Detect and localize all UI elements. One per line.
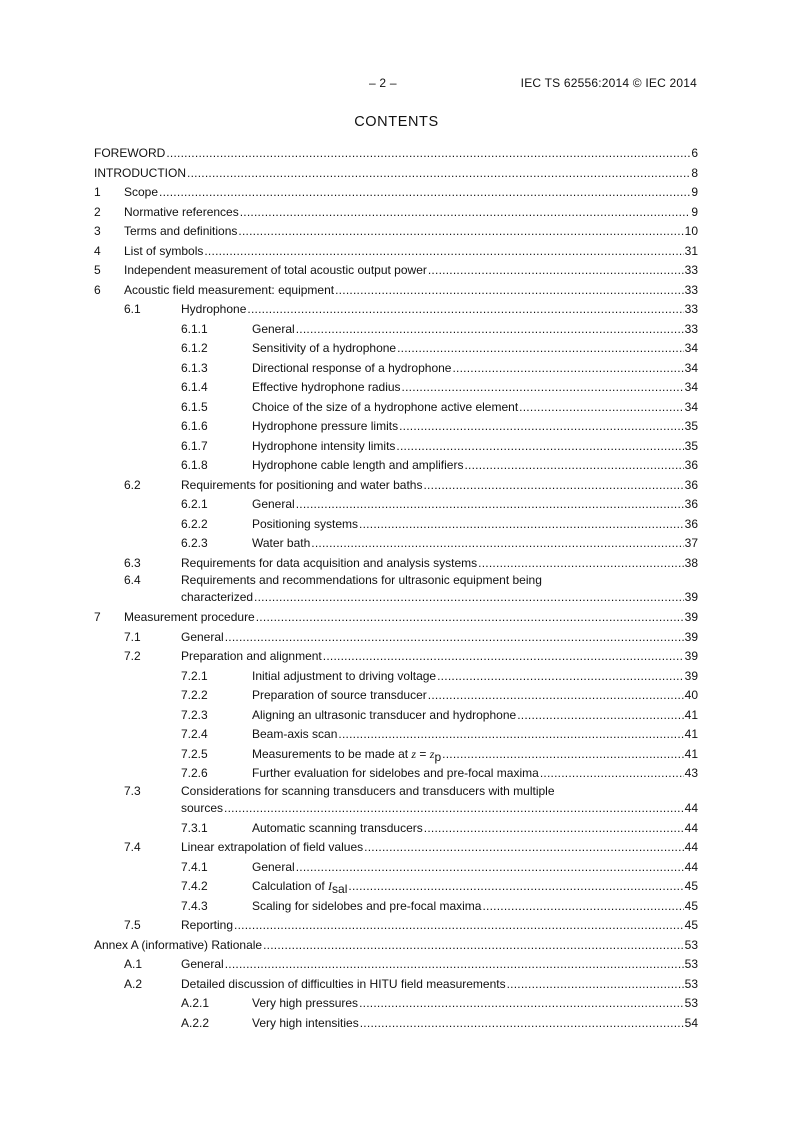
dot-leader	[348, 877, 683, 897]
toc-entry-title: General	[181, 629, 224, 644]
toc-entry-title: Very high pressures	[252, 996, 359, 1010]
toc-entry-link[interactable]	[181, 573, 698, 608]
toc-entry-page: 8	[691, 165, 698, 180]
toc-entry-number: 6.1.1	[181, 321, 208, 336]
dot-leader	[296, 320, 684, 340]
toc-entry-link[interactable]	[252, 745, 698, 765]
toc-entry-link[interactable]	[252, 456, 698, 476]
toc-entry-number: A.1	[124, 957, 143, 971]
dot-leader	[338, 725, 683, 745]
toc-entry-page: 45	[684, 879, 698, 893]
toc-entry-link[interactable]	[94, 144, 698, 164]
toc-entry-title: characterized	[181, 590, 254, 604]
toc-entry[interactable]	[94, 144, 698, 164]
toc-entry[interactable]	[94, 515, 698, 535]
dot-leader	[540, 764, 684, 784]
toc-entry-title: Measurement procedure	[124, 610, 255, 624]
toc-entry-number: 7.2.1	[181, 668, 208, 683]
toc-entry-page: 9	[691, 204, 698, 219]
toc-entry-page: 33	[684, 282, 698, 297]
toc-entry-page: 34	[684, 399, 698, 414]
toc-entry-page: 54	[684, 1015, 698, 1030]
dot-leader	[247, 300, 683, 320]
toc-entry-title: Detailed discussion of difficulties in HITU field measurements	[181, 976, 506, 991]
toc-entry-link[interactable]	[124, 242, 698, 262]
toc-entry-link[interactable]	[252, 897, 698, 917]
toc-entry[interactable]	[94, 222, 698, 242]
toc-entry-link[interactable]	[252, 819, 698, 839]
toc-entry-number: 7.4.1	[181, 859, 208, 874]
dot-leader	[359, 515, 684, 535]
toc-entry-title: Annex A (informative) Rationale	[94, 937, 263, 952]
toc-entry[interactable]	[94, 281, 698, 301]
toc-entry-number: 4	[94, 243, 101, 258]
toc-entry-page: 36	[684, 458, 698, 472]
dot-leader	[256, 608, 684, 628]
toc-entry[interactable]	[94, 398, 698, 418]
toc-entry[interactable]	[94, 764, 698, 784]
toc-entry-link[interactable]	[252, 534, 698, 554]
toc-entry-title: Measurements to be made at z = zp	[252, 746, 442, 764]
dot-leader	[396, 437, 683, 457]
toc-entry-number: 6.2	[124, 477, 141, 492]
dot-leader	[254, 588, 684, 608]
toc-entry-number: 7	[94, 610, 101, 624]
toc-entry-link[interactable]	[252, 515, 698, 535]
toc-entry-link[interactable]	[181, 916, 698, 936]
toc-entry[interactable]	[94, 554, 698, 574]
toc-entry[interactable]	[94, 339, 698, 359]
toc-entry-link[interactable]	[94, 936, 698, 956]
toc-entry-number: 7.3.1	[181, 820, 208, 835]
toc-entry[interactable]	[94, 877, 698, 897]
toc-entry-number: A.2.1	[181, 996, 210, 1010]
toc-entry-page: 39	[684, 629, 698, 644]
toc-entry-number: 6.1.5	[181, 399, 208, 414]
toc-entry-page: 39	[684, 668, 698, 683]
toc-entry-title: Positioning systems	[252, 516, 359, 531]
toc-entry[interactable]	[94, 936, 698, 956]
toc-entry-title: FOREWORD	[94, 146, 166, 160]
toc-entry-title: Preparation and alignment	[181, 649, 322, 663]
toc-entry-link[interactable]	[252, 994, 698, 1014]
toc-entry-number: 7.2.6	[181, 766, 208, 780]
toc-entry-link[interactable]	[252, 686, 698, 706]
toc-entry-title: Sensitivity of a hydrophone	[252, 341, 397, 355]
toc-entry-title: Hydrophone intensity limits	[252, 438, 396, 453]
toc-entry-title: Terms and definitions	[124, 224, 238, 238]
toc-entry-link[interactable]	[181, 300, 698, 320]
toc-entry-number: 3	[94, 224, 101, 238]
toc-entry-page: 39	[684, 590, 698, 604]
dot-leader	[323, 647, 684, 667]
toc-entry-page: 40	[684, 688, 698, 702]
toc-entry-link[interactable]	[252, 667, 698, 687]
toc-entry-number: 6.1.4	[181, 380, 208, 394]
dot-leader	[240, 203, 691, 223]
toc-entry[interactable]	[94, 437, 698, 457]
toc-entry-page: 33	[684, 302, 698, 316]
toc-entry-number: 6.2.2	[181, 516, 208, 531]
table-of-contents	[94, 144, 698, 1033]
toc-entry-link[interactable]	[181, 476, 698, 496]
toc-entry-link[interactable]	[124, 608, 698, 628]
toc-entry-title: Hydrophone pressure limits	[252, 419, 399, 433]
toc-entry[interactable]	[94, 183, 698, 203]
toc-entry-title: sources	[181, 800, 224, 815]
toc-entry-page: 45	[684, 918, 698, 932]
toc-entry[interactable]	[94, 534, 698, 554]
toc-entry[interactable]	[94, 955, 698, 975]
toc-entry-number: 6	[94, 282, 101, 297]
toc-entry-number: 6.1.3	[181, 360, 208, 375]
toc-entry-link[interactable]	[124, 222, 698, 242]
dot-leader	[424, 819, 684, 839]
toc-entry[interactable]	[94, 916, 698, 936]
dot-leader	[296, 858, 684, 878]
toc-entry-page: 39	[684, 649, 698, 663]
toc-entry[interactable]	[94, 495, 698, 515]
dot-leader	[482, 897, 683, 917]
toc-entry-page: 41	[684, 727, 698, 741]
toc-entry-title: General	[252, 321, 295, 336]
toc-entry-title: Directional response of a hydrophone	[252, 360, 452, 375]
toc-entry-page: 43	[684, 766, 698, 780]
toc-entry-page: 36	[684, 477, 698, 492]
dot-leader	[399, 417, 684, 437]
toc-entry-page: 6	[691, 146, 698, 160]
dot-leader	[360, 1014, 684, 1034]
toc-entry-link[interactable]	[124, 183, 698, 203]
toc-entry-link[interactable]	[181, 647, 698, 667]
toc-entry[interactable]	[94, 359, 698, 379]
toc-entry-page: 34	[684, 360, 698, 375]
dot-leader	[478, 554, 683, 574]
dot-leader	[159, 183, 690, 203]
toc-entry[interactable]	[94, 203, 698, 223]
toc-entry-page: 44	[684, 840, 698, 854]
toc-entry[interactable]	[94, 573, 698, 608]
dot-leader	[296, 495, 684, 515]
toc-entry[interactable]	[94, 1014, 698, 1034]
toc-entry-link[interactable]	[252, 378, 698, 398]
toc-entry-page: 38	[684, 555, 698, 570]
dot-leader	[519, 398, 683, 418]
dot-leader	[428, 261, 684, 281]
toc-entry[interactable]	[94, 897, 698, 917]
toc-entry[interactable]	[94, 164, 698, 184]
toc-entry-link[interactable]	[252, 764, 698, 784]
dot-leader	[335, 281, 684, 301]
document-id: IEC TS 62556:2014 © IEC 2014	[520, 76, 697, 90]
toc-entry[interactable]	[94, 667, 698, 687]
toc-entry-page: 33	[684, 263, 698, 277]
toc-entry[interactable]	[94, 725, 698, 745]
toc-entry-title: Scope	[124, 185, 159, 199]
toc-entry-number: 7.2.3	[181, 707, 208, 722]
toc-entry-number: 6.1.6	[181, 419, 208, 433]
toc-entry-link[interactable]	[252, 725, 698, 745]
toc-entry-number: 6.2.1	[181, 497, 208, 511]
toc-entry-title: General	[252, 859, 295, 874]
toc-entry[interactable]	[94, 456, 698, 476]
toc-entry-number: 7.4.3	[181, 898, 208, 913]
toc-entry-title: Effective hydrophone radius	[252, 380, 401, 394]
toc-entry-title: Aligning an ultrasonic transducer and hydrophone	[252, 707, 517, 722]
dot-leader	[225, 955, 684, 975]
dot-leader	[187, 164, 690, 184]
dot-leader	[442, 745, 684, 765]
toc-entry-number: 7.4	[124, 840, 141, 854]
toc-entry-title: Requirements and recommendations for ultrasonic equipment being	[181, 573, 542, 587]
dot-leader	[364, 838, 684, 858]
dot-leader	[238, 222, 683, 242]
toc-entry-link[interactable]	[252, 495, 698, 515]
toc-entry-link[interactable]	[252, 339, 698, 359]
toc-entry-link[interactable]	[181, 955, 698, 975]
toc-entry-page: 44	[684, 859, 698, 874]
toc-entry-page: 35	[684, 419, 698, 433]
toc-entry-page: 44	[684, 800, 698, 815]
toc-entry-page: 36	[684, 497, 698, 511]
toc-entry-page: 53	[684, 957, 698, 971]
toc-entry-title: General	[252, 497, 295, 511]
toc-entry-page: 34	[684, 341, 698, 355]
toc-entry-number: 7.2.5	[181, 746, 208, 761]
toc-entry-page: 9	[691, 185, 698, 199]
toc-entry-link[interactable]	[252, 1014, 698, 1034]
toc-entry-title: Reporting	[181, 918, 234, 932]
toc-entry-link[interactable]	[252, 417, 698, 437]
toc-entry-link[interactable]	[124, 203, 698, 223]
toc-entry-page: 10	[684, 224, 698, 238]
page-title: CONTENTS	[354, 114, 439, 130]
toc-entry-number: 6.2.3	[181, 536, 208, 550]
dot-leader	[452, 359, 683, 379]
toc-entry[interactable]	[94, 838, 698, 858]
dot-leader	[507, 975, 684, 995]
toc-entry-link[interactable]	[124, 281, 698, 301]
toc-entry[interactable]	[94, 608, 698, 628]
toc-entry-number: A.2.2	[181, 1015, 210, 1030]
toc-entry-number: 6.3	[124, 555, 141, 570]
toc-entry-title: Hydrophone cable length and amplifiers	[252, 458, 464, 472]
toc-entry-number: 7.2	[124, 649, 141, 663]
dot-leader	[224, 799, 684, 819]
toc-entry-link[interactable]	[252, 320, 698, 340]
page-number: – 2 –	[369, 76, 397, 90]
toc-entry-title: Independent measurement of total acoustic output power	[124, 263, 427, 277]
dot-leader	[402, 378, 684, 398]
toc-entry-page: 44	[684, 820, 698, 835]
dot-leader	[359, 994, 684, 1014]
toc-entry-page: 39	[684, 610, 698, 624]
toc-entry-page: 41	[684, 707, 698, 722]
toc-entry-number: 7.2.4	[181, 727, 208, 741]
toc-entry-number: 6.1.2	[181, 341, 208, 355]
toc-entry-title: Initial adjustment to driving voltage	[252, 668, 437, 683]
toc-entry-number: 6.1	[124, 302, 141, 316]
toc-entry-page: 53	[684, 996, 698, 1010]
toc-entry-link[interactable]	[181, 784, 698, 819]
toc-entry[interactable]	[94, 417, 698, 437]
toc-entry-page: 35	[684, 438, 698, 453]
toc-entry[interactable]	[94, 628, 698, 648]
dot-leader	[423, 476, 683, 496]
toc-entry-title: INTRODUCTION	[94, 165, 186, 180]
toc-entry-title: Beam-axis scan	[252, 727, 338, 741]
toc-entry[interactable]	[94, 784, 698, 819]
toc-entry[interactable]	[94, 745, 698, 765]
toc-entry-title: Choice of the size of a hydrophone active element	[252, 399, 519, 414]
toc-entry[interactable]	[94, 975, 698, 995]
toc-entry-title: Requirements for positioning and water baths	[181, 477, 423, 492]
dot-leader	[204, 242, 683, 262]
toc-entry-link[interactable]	[181, 975, 698, 995]
math-subscript: sal	[332, 882, 348, 896]
toc-entry-title: Water bath	[252, 536, 311, 550]
toc-entry-link[interactable]	[252, 858, 698, 878]
toc-entry-page: 53	[684, 937, 698, 952]
toc-entry-page: 36	[684, 516, 698, 531]
math-subscript: p	[434, 749, 442, 764]
toc-entry-number: 6.1.8	[181, 458, 208, 472]
toc-entry-number: 7.2.2	[181, 688, 208, 702]
toc-entry-link[interactable]	[181, 838, 698, 858]
toc-entry-number: 7.1	[124, 629, 141, 644]
toc-entry-number: 1	[94, 185, 101, 199]
math-symbol: z	[429, 746, 435, 761]
math-symbol: I	[328, 879, 333, 893]
toc-entry-link[interactable]	[181, 628, 698, 648]
toc-entry[interactable]	[94, 994, 698, 1014]
toc-entry-page: 33	[684, 321, 698, 336]
toc-entry-link[interactable]	[252, 877, 698, 897]
toc-entry-number: 7.3	[124, 783, 141, 798]
toc-entry-title: Calculation of Isal	[252, 879, 348, 896]
toc-entry-title: Acoustic field measurement: equipment	[124, 282, 335, 297]
toc-entry-page: 31	[684, 243, 698, 258]
toc-entry-title: Hydrophone	[181, 302, 247, 316]
toc-entry-page: 34	[684, 380, 698, 394]
toc-entry[interactable]	[94, 300, 698, 320]
toc-entry-title: Requirements for data acquisition and analysis systems	[181, 555, 478, 570]
toc-entry-title: Scaling for sidelobes and pre-focal maxima	[252, 898, 482, 913]
dot-leader	[517, 706, 683, 726]
toc-entry-page: 37	[684, 536, 698, 550]
toc-entry-title: Normative references	[124, 204, 239, 219]
toc-entry-number: 7.4.2	[181, 879, 208, 893]
toc-entry-title: Considerations for scanning transducers and transducers with multiple	[181, 783, 555, 798]
toc-entry-link[interactable]	[252, 437, 698, 457]
dot-leader	[437, 667, 684, 687]
toc-entry-link[interactable]	[252, 706, 698, 726]
toc-entry[interactable]	[94, 476, 698, 496]
toc-entry-number: 6.1.7	[181, 438, 208, 453]
toc-entry-title: Automatic scanning transducers	[252, 820, 423, 835]
toc-entry-number: 2	[94, 204, 101, 219]
toc-entry[interactable]	[94, 819, 698, 839]
toc-entry-title: Linear extrapolation of field values	[181, 840, 364, 854]
toc-entry[interactable]	[94, 647, 698, 667]
dot-leader	[428, 686, 684, 706]
toc-entry[interactable]	[94, 686, 698, 706]
toc-entry-title: Further evaluation for sidelobes and pre-focal maxima	[252, 766, 539, 780]
toc-entry[interactable]	[94, 242, 698, 262]
toc-entry-title: List of symbols	[124, 243, 204, 258]
toc-entry-title: Preparation of source transducer	[252, 688, 427, 702]
dot-leader	[311, 534, 683, 554]
toc-entry-page: 45	[684, 898, 698, 913]
toc-entry-number: 7.5	[124, 918, 141, 932]
toc-entry[interactable]	[94, 706, 698, 726]
dot-leader	[464, 456, 683, 476]
toc-entry[interactable]	[94, 858, 698, 878]
toc-entry-page: 53	[684, 976, 698, 991]
toc-entry-link[interactable]	[124, 261, 698, 281]
toc-entry-page: 41	[684, 746, 698, 761]
dot-leader	[166, 144, 690, 164]
toc-entry[interactable]	[94, 261, 698, 281]
toc-entry-number: 6.4	[124, 573, 141, 587]
toc-entry[interactable]	[94, 320, 698, 340]
dot-leader	[263, 936, 684, 956]
toc-entry-number: 5	[94, 263, 101, 277]
toc-entry-number: A.2	[124, 976, 143, 991]
dot-leader	[397, 339, 684, 359]
toc-entry-link[interactable]	[252, 398, 698, 418]
math-symbol: z	[411, 746, 417, 761]
dot-leader	[225, 628, 684, 648]
toc-entry-link[interactable]	[252, 359, 698, 379]
toc-entry-title: General	[181, 957, 224, 971]
dot-leader	[234, 916, 684, 936]
toc-entry-link[interactable]	[94, 164, 698, 184]
toc-entry[interactable]	[94, 378, 698, 398]
toc-entry-link[interactable]	[181, 554, 698, 574]
toc-entry-title: Very high intensities	[252, 1015, 359, 1030]
